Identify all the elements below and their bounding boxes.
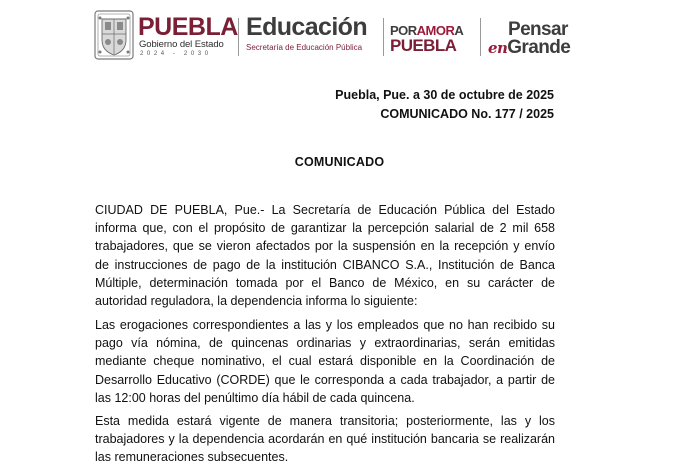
slogan-a: A bbox=[454, 23, 464, 38]
slogan-puebla: PUEBLA bbox=[390, 36, 457, 55]
letterhead bbox=[94, 10, 594, 62]
paragraph-intro: CIUDAD DE PUEBLA, Pue.- La Secretaría de Educación Pública del Estado informa que, con el propósito de garantizar la percepción salarial de 2 mil 658 trabajadores, que se vieron afectados por la suspensión en la recepción y envío de instrucciones de pago de la institución CIBANCO S.A., Institución de Banca Múltiple, determinación tomada por el Banco de México, en su carácter de autoridad reguladora, la dependencia informa lo siguiente: bbox=[95, 203, 555, 309]
slogan-en: en bbox=[488, 39, 508, 57]
header-divider bbox=[480, 18, 481, 56]
dateline: Puebla, Pue. a 30 de octubre de 2025 bbox=[335, 88, 554, 102]
slogan-grande: Grande bbox=[507, 37, 571, 58]
state-coat-of-arms-icon bbox=[94, 10, 134, 60]
brand-title: PUEBLA bbox=[138, 13, 238, 41]
communique-number: COMUNICADO No. 177 / 2025 bbox=[380, 107, 554, 121]
slogan-pensar: Pensar bbox=[508, 19, 568, 40]
document-title: COMUNICADO bbox=[294, 155, 385, 169]
paragraph-payments: Las erogaciones correspondientes a las y los empleados que no han recibido su pago vía nómina, de quincenas ordinarias y extraordinarias, serán emitidas mediante cheque nominativo, el cual estará disponible en la Coordinación de Desarrollo Educativo (CORDE) que le corresponda a cada trabajador, a partir de las 12:00 horas del penúltimo día hábil de cada quincena. bbox=[95, 318, 555, 405]
slogan-amor: AMOR bbox=[416, 23, 455, 38]
header-divider bbox=[238, 18, 239, 56]
paragraph-transitory: Esta medida estará vigente de manera transitoria; posteriormente, las y los trabajadores y la dependencia acordarán en qué institución bancaria se realizarán las remuneraciones subsecuentes. bbox=[95, 414, 555, 465]
brand-subtitle: Gobierno del Estado bbox=[139, 39, 224, 50]
slogan-por: POR bbox=[390, 23, 417, 38]
header-divider bbox=[383, 18, 384, 56]
brand-years: 2024 - 2030 bbox=[140, 51, 212, 57]
education-subtitle: Secretaría de Educación Pública bbox=[246, 43, 363, 52]
slogan-en-grande bbox=[488, 39, 570, 57]
education-title: Educación bbox=[246, 13, 368, 41]
